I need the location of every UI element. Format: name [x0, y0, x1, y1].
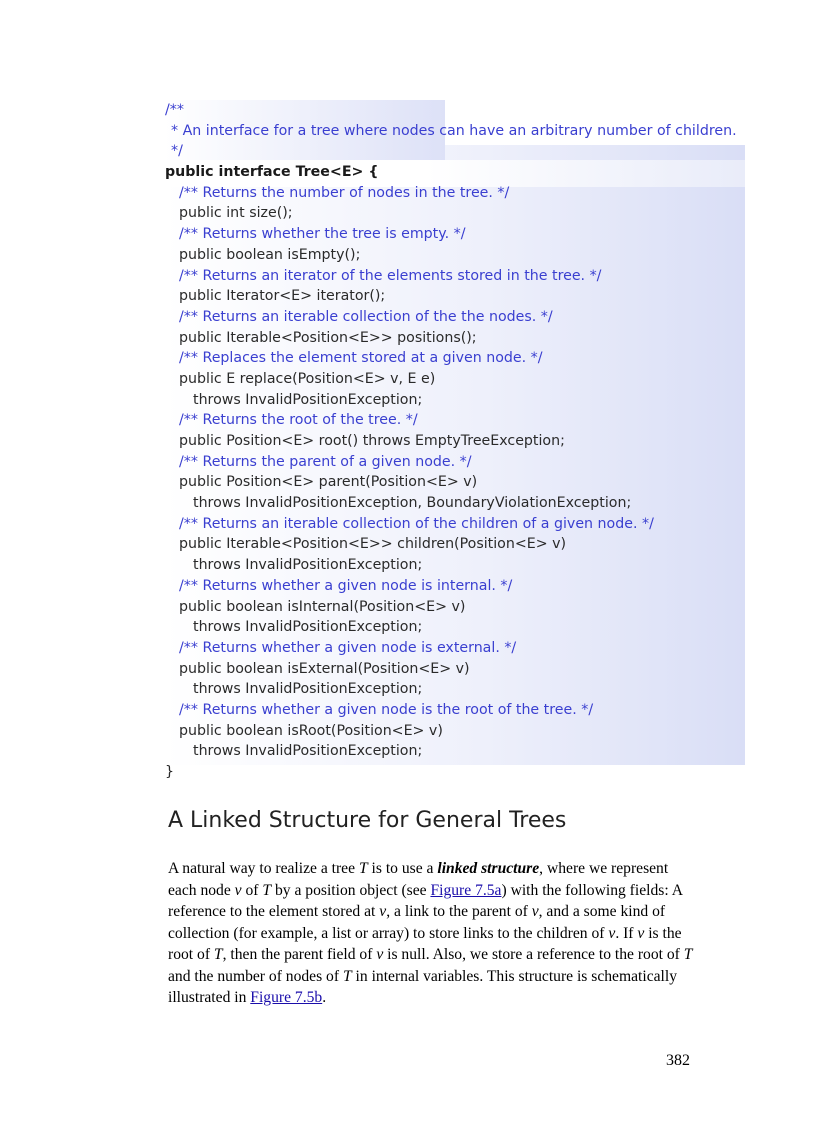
- text-run: , and a some kind of collection (for example, a list or array) to store links to the children of: [168, 903, 666, 942]
- text-run: .: [322, 989, 327, 1006]
- code-line: throws InvalidPositionException;: [193, 619, 423, 636]
- code-line: */: [171, 143, 183, 160]
- code-line: throws InvalidPositionException;: [193, 681, 423, 698]
- code-line: * An interface for a tree where nodes can have an arbitrary number of children.: [171, 122, 737, 139]
- code-line: /** Returns whether a given node is internal. */: [179, 577, 513, 594]
- code-line: throws InvalidPositionException, BoundaryViolationException;: [193, 495, 632, 512]
- code-line: /** Returns an iterator of the elements stored in the tree. */: [179, 267, 602, 284]
- text-run: A natural way to realize a tree: [168, 860, 359, 877]
- page-number: 382: [666, 1052, 690, 1069]
- text-run: and the number of nodes of: [168, 967, 343, 985]
- text-run: ) with the following fields: A reference to the element stored at: [168, 881, 683, 920]
- math-variable: v: [608, 924, 616, 942]
- code-line: }: [165, 764, 175, 780]
- math-variable: v: [376, 946, 384, 963]
- text-run: by a position object (see: [271, 881, 431, 899]
- code-line: public E replace(Position<E> v, E e): [179, 370, 436, 387]
- figure-link[interactable]: Figure 7.5b: [250, 989, 323, 1006]
- code-line: /** Returns whether a given node is the root of the tree. */: [179, 701, 594, 718]
- code-line: /** Returns whether a given node is external. */: [179, 639, 517, 656]
- text-run: is to use a: [367, 860, 438, 877]
- code-listing-figure: [165, 100, 745, 780]
- text-run: in internal variables. This structure is schematically illustrated in: [168, 967, 677, 1006]
- code-line: /** Returns the number of nodes in the tree. */: [179, 184, 510, 201]
- code-line: public Position<E> root() throws EmptyTreeException;: [179, 433, 565, 449]
- math-variable: v: [234, 881, 242, 899]
- code-line: /** Returns the parent of a given node. */: [179, 453, 472, 470]
- text-run: , then the parent field of: [222, 946, 377, 963]
- math-variable: T: [342, 967, 352, 985]
- code-line: /** Replaces the element stored at a given node. */: [179, 350, 543, 367]
- math-variable: T: [213, 946, 223, 963]
- code-line: /** Returns an iterable collection of the children of a given node. */: [179, 515, 654, 532]
- code-line: public boolean isInternal(Position<E> v): [179, 598, 466, 615]
- code-lines: [165, 100, 745, 783]
- text-run: , a link to the parent of: [386, 903, 532, 920]
- code-line: public interface Tree<E> {: [165, 164, 379, 181]
- math-variable: v: [531, 903, 539, 920]
- emphasized-term: linked structure: [437, 860, 540, 877]
- figure-link[interactable]: Figure 7.5a: [430, 881, 502, 899]
- text-run: is the root of: [168, 924, 682, 963]
- code-line: throws InvalidPositionException;: [193, 391, 423, 408]
- code-line: /**: [165, 102, 184, 118]
- code-line: throws InvalidPositionException;: [193, 557, 423, 574]
- math-variable: T: [262, 881, 272, 899]
- math-variable: T: [683, 946, 693, 963]
- text-run: is null. Also, we store a reference to the root of: [383, 946, 684, 963]
- text-run: . If: [615, 924, 638, 942]
- code-line: /** Returns an iterable collection of the the nodes. */: [179, 308, 553, 325]
- code-line: public Iterator<E> iterator();: [179, 288, 386, 305]
- math-variable: v: [637, 924, 645, 942]
- code-line: throws InvalidPositionException;: [193, 743, 423, 760]
- math-variable: v: [379, 903, 387, 920]
- code-line: public boolean isRoot(Position<E> v): [179, 722, 443, 739]
- body-paragraph: [168, 858, 698, 1009]
- code-line: public Iterable<Position<E>> positions();: [179, 329, 477, 346]
- code-line: public boolean isExternal(Position<E> v): [179, 660, 470, 677]
- text-run: , where we represent each node: [168, 860, 669, 899]
- code-line: public Iterable<Position<E>> children(Position<E> v): [179, 536, 567, 553]
- code-line: /** Returns the root of the tree. */: [179, 412, 418, 429]
- math-variable: T: [358, 860, 368, 877]
- code-line: /** Returns whether the tree is empty. */: [179, 226, 466, 243]
- code-line: public boolean isEmpty();: [179, 246, 361, 263]
- section-heading: A Linked Structure for General Trees: [168, 808, 567, 833]
- code-line: public int size();: [179, 205, 293, 222]
- text-run: of: [241, 881, 263, 899]
- code-line: public Position<E> parent(Position<E> v): [179, 474, 478, 491]
